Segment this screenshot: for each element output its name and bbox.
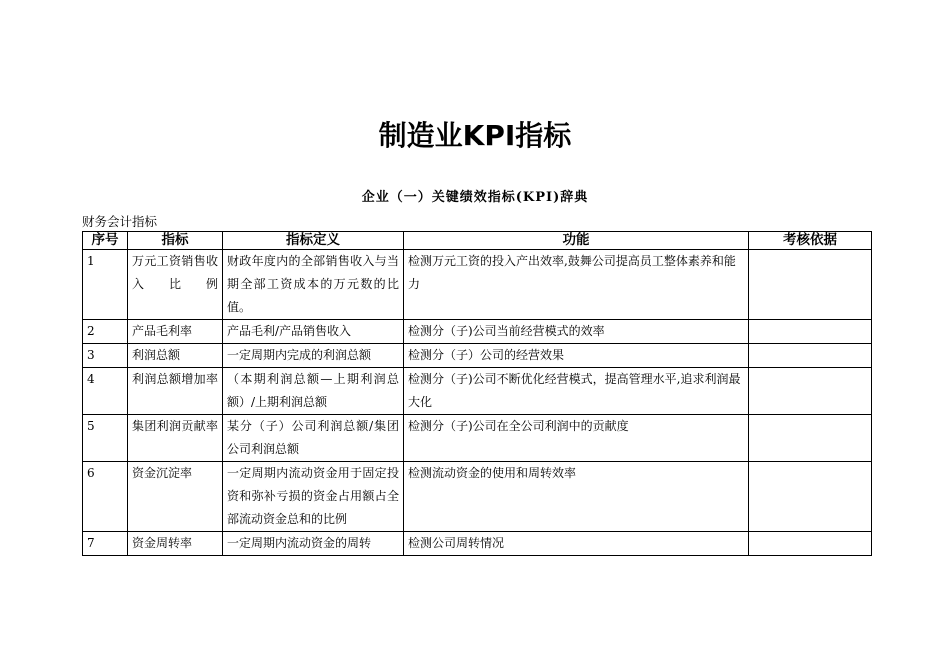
header-indicator: 指标	[128, 232, 223, 250]
cell-no: 2	[83, 320, 128, 344]
cell-function: 检测公司周转情况	[404, 532, 749, 556]
page-title: 制造业KPI指标	[378, 119, 572, 152]
cell-no: 1	[83, 250, 128, 320]
table-row	[83, 250, 872, 320]
cell-definition: 某分（子）公司利润总额/集团公司利润总额	[223, 415, 404, 462]
table-row	[83, 415, 872, 462]
cell-function: 检测分（子)公司不断优化经营模式，提高管理水平,追求利润最大化	[404, 368, 749, 415]
cell-no: 4	[83, 368, 128, 415]
cell-definition: 一定周期内流动资金的周转	[223, 532, 404, 556]
cell-basis	[749, 250, 872, 320]
document-subtitle: 企业（一）关键绩效指标(KPI)辞典	[361, 190, 589, 205]
table-row	[83, 462, 872, 532]
cell-no: 5	[83, 415, 128, 462]
cell-no: 7	[83, 532, 128, 556]
cell-indicator: 资金沉淀率	[128, 462, 223, 532]
table-row	[83, 532, 872, 556]
header-definition: 指标定义	[223, 232, 404, 250]
table-row	[83, 344, 872, 368]
cell-basis	[749, 462, 872, 532]
cell-indicator: 资金周转率	[128, 532, 223, 556]
table-header-row	[83, 232, 872, 250]
cell-definition: 一定周期内流动资金用于固定投资和弥补亏损的资金占用额占全部流动资金总和的比例	[223, 462, 404, 532]
cell-definition: （本期利润总额—上期利润总额）/上期利润总额	[223, 368, 404, 415]
cell-basis	[749, 368, 872, 415]
cell-no: 3	[83, 344, 128, 368]
cell-basis	[749, 320, 872, 344]
cell-function: 检测万元工资的投入产出效率,鼓舞公司提高员工整体素养和能力	[404, 250, 749, 320]
cell-definition: 产品毛利/产品销售收入	[223, 320, 404, 344]
cell-basis	[749, 415, 872, 462]
cell-basis	[749, 532, 872, 556]
cell-definition: 一定周期内完成的利润总额	[223, 344, 404, 368]
cell-indicator: 集团利润贡献率	[128, 415, 223, 462]
cell-function: 检测分（子)公司当前经营模式的效率	[404, 320, 749, 344]
table-row	[83, 320, 872, 344]
cell-indicator: 万元工资销售收入比例	[128, 250, 223, 320]
header-basis: 考核依据	[749, 232, 872, 250]
cell-indicator: 利润总额增加率	[128, 368, 223, 415]
cell-no: 6	[83, 462, 128, 532]
cell-indicator: 利润总额	[128, 344, 223, 368]
cell-basis	[749, 344, 872, 368]
header-function: 功能	[404, 232, 749, 250]
section-label: 财务会计指标	[82, 214, 158, 229]
cell-function: 检测流动资金的使用和周转效率	[404, 462, 749, 532]
cell-function: 检测分（子）公司的经营效果	[404, 344, 749, 368]
cell-definition: 财政年度内的全部销售收入与当期全部工资成本的万元数的比值。	[223, 250, 404, 320]
header-no: 序号	[83, 232, 128, 250]
cell-indicator: 产品毛利率	[128, 320, 223, 344]
kpi-table	[82, 231, 872, 556]
cell-function: 检测分（子)公司在全公司利润中的贡献度	[404, 415, 749, 462]
table-row	[83, 368, 872, 415]
